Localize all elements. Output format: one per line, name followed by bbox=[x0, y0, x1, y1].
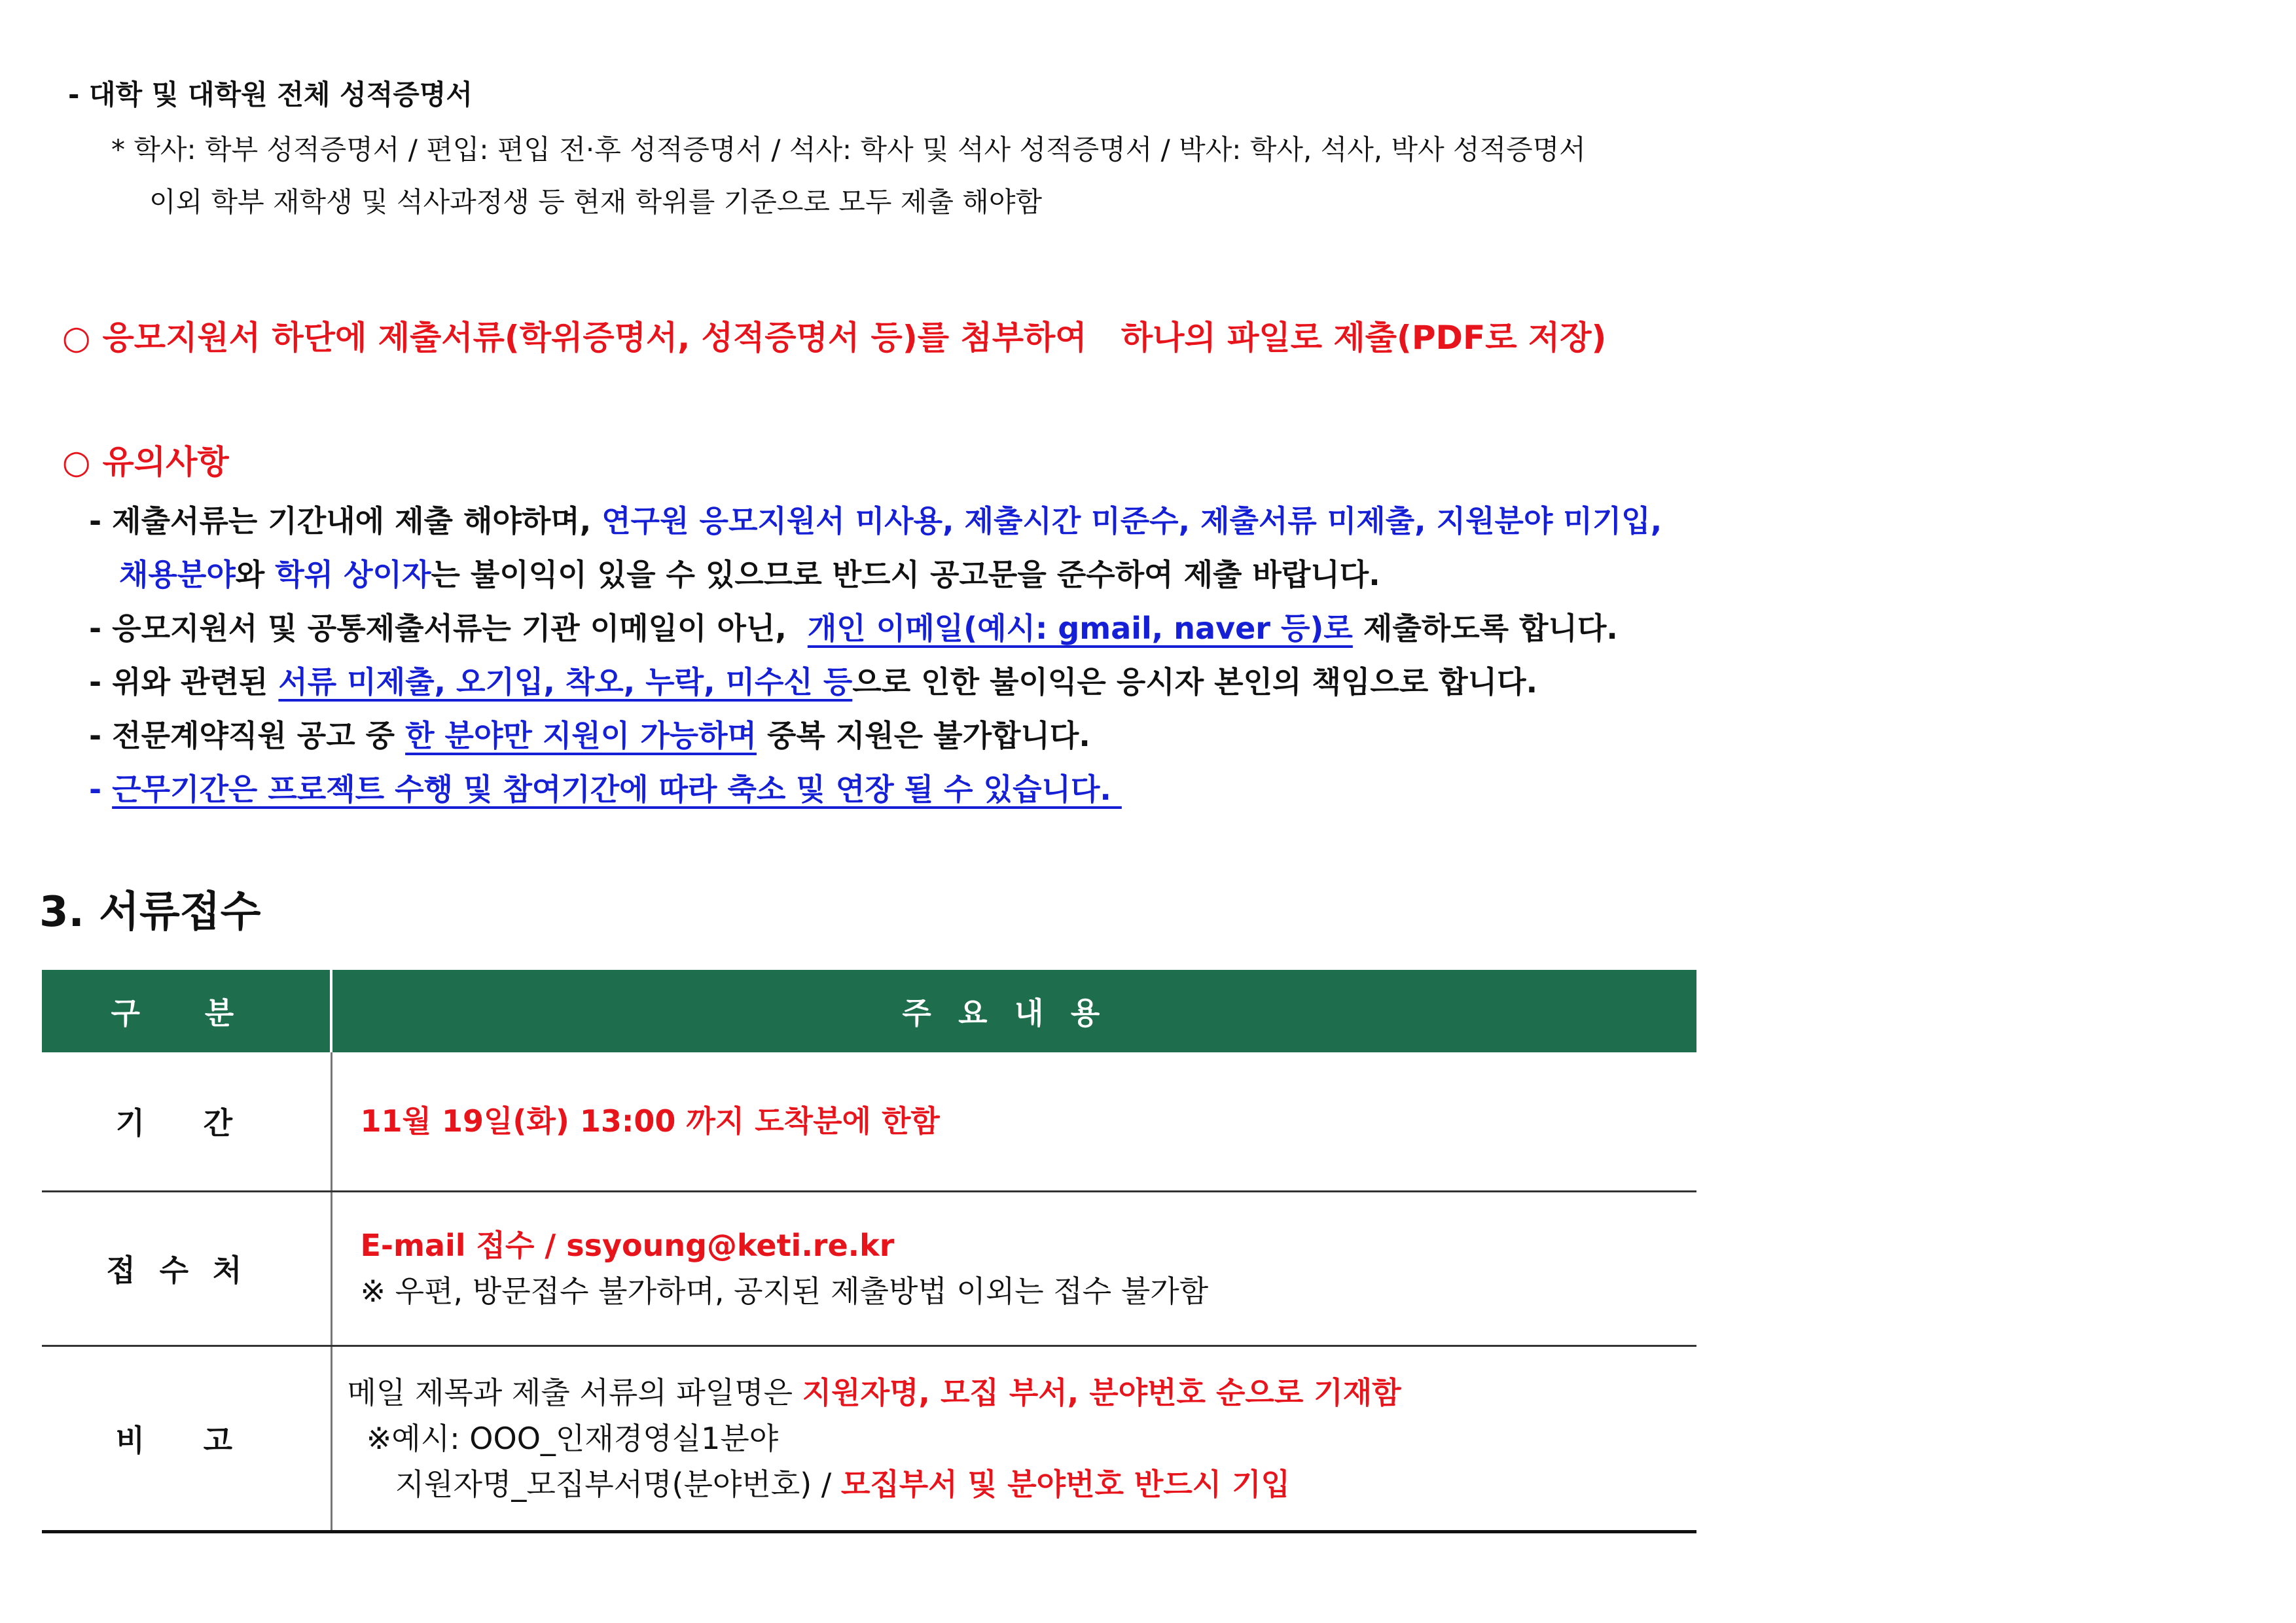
row-content-period bbox=[331, 1052, 1696, 1191]
precaution-item-2-suffix: 제출하도록 합니다. bbox=[1352, 611, 1618, 646]
transcript-note-degrees: * 학사: 학부 성적증명서 / 편입: 편입 전·후 성적증명서 / 석사: 학사 및 석사 성적증명서 / 박사: 학사, 석사, 박사 성적증명서 bbox=[111, 134, 1586, 166]
precaution-item-3-suffix: 으로 인한 불이익은 응시자 본인의 책임으로 합니다. bbox=[852, 664, 1538, 700]
precaution-item-4-suffix: 중복 지원은 불가합니다. bbox=[756, 718, 1090, 753]
transcript-note-current: 이외 학부 재학생 및 석사과정생 등 현재 학위를 기준으로 모두 제출 해야함 bbox=[149, 186, 1043, 218]
precaution-item-5 bbox=[68, 730, 1122, 809]
precaution-item-3-prefix: - 위와 관련된 bbox=[89, 664, 279, 700]
table-row bbox=[42, 1346, 1696, 1531]
precaution-item-1-mid: 와 bbox=[235, 557, 276, 592]
submission-notice-text: 응모지원서 하단에 제출서류(학위증명서, 성적증명서 등)를 첨부하여 하나의 파일로 제출(PDF로 저장) bbox=[102, 319, 1607, 357]
precaution-item-1-rest: 는 불이익이 있을 수 있으므로 반드시 공고문을 준수하여 제출 바랍니다. bbox=[431, 557, 1380, 592]
precaution-item-1-highlight: 연구원 응모지원서 미사용, 제출시간 미준수, 제출서류 미제출, 지원분야 미기입, bbox=[601, 503, 1662, 539]
table-row bbox=[42, 1191, 1696, 1346]
precaution-item-3-highlight: 서류 미제출, 오기입, 착오, 누락, 미수신 등 bbox=[278, 664, 853, 700]
remarks-example: ※예시: OOO_인재경영실1분야 bbox=[347, 1420, 779, 1456]
remarks-line-1-red: 지원자명, 모집 부서, 분야번호 순으로 기재함 bbox=[802, 1374, 1401, 1410]
period-text: 11월 19일(화) 13:00 까지 도착분에 한함 bbox=[360, 1103, 940, 1139]
column-header-details: 주요내용 bbox=[331, 970, 1696, 1052]
precaution-item-1-highlight-3: 학위 상이자 bbox=[275, 557, 431, 592]
table-row bbox=[42, 1052, 1696, 1191]
email-line: E-mail 접수 / ssyoung@keti.re.kr bbox=[360, 1228, 895, 1263]
remarks-line-3-plain: 지원자명_모집부서명(분야번호) / bbox=[347, 1466, 841, 1502]
precaution-item-1-prefix: - 제출서류는 기간내에 제출 해야하며, bbox=[89, 503, 602, 539]
remarks-line-3 bbox=[333, 1461, 1696, 1507]
remarks-line-1-plain: 메일 제목과 제출 서류의 파일명은 bbox=[347, 1374, 802, 1410]
precaution-item-1-highlight-2: 채용분야 bbox=[119, 557, 236, 592]
precaution-item-5-highlight: 근무기간은 프로젝트 수행 및 참여기간에 따라 축소 및 연장 될 수 있습니다. bbox=[112, 772, 1122, 807]
column-header-category: 구 분 bbox=[42, 970, 331, 1052]
precaution-item-2-prefix: - 응모지원서 및 공통제출서류는 기관 이메일이 아닌, bbox=[89, 611, 808, 646]
row-content-receiver bbox=[331, 1191, 1696, 1346]
row-label-receiver: 접수처 bbox=[42, 1191, 331, 1346]
transcript-heading: - 대학 및 대학원 전체 성적증명서 bbox=[68, 79, 473, 111]
receiver-note: ※ 우편, 방문접수 불가하며, 공지된 제출방법 이외는 접수 불가함 bbox=[360, 1274, 1209, 1309]
row-label-period: 기 간 bbox=[42, 1052, 331, 1191]
circle-bullet-icon: ○ bbox=[62, 319, 91, 357]
submission-table bbox=[42, 970, 1696, 1533]
circle-bullet-icon: ○ bbox=[62, 443, 91, 481]
precaution-item-4-highlight: 한 분야만 지원이 가능하며 bbox=[405, 718, 757, 753]
submission-notice bbox=[39, 274, 1606, 359]
row-content-remarks bbox=[331, 1346, 1696, 1531]
table-header-row bbox=[42, 970, 1696, 1052]
precaution-item-4-prefix: - 전문계약직원 공고 중 bbox=[89, 718, 406, 753]
section-title: 3. 서류접수 bbox=[39, 888, 261, 936]
remarks-line-3-red: 모집부서 및 분야번호 반드시 기입 bbox=[840, 1466, 1291, 1502]
precautions-title-text: 유의사항 bbox=[102, 443, 229, 481]
remarks-line-1 bbox=[333, 1370, 1696, 1416]
precaution-item-2-highlight: 개인 이메일(예시: gmail, naver 등)로 bbox=[807, 611, 1353, 646]
precaution-item-5-prefix: - bbox=[89, 772, 113, 807]
row-label-remarks: 비 고 bbox=[42, 1346, 331, 1531]
